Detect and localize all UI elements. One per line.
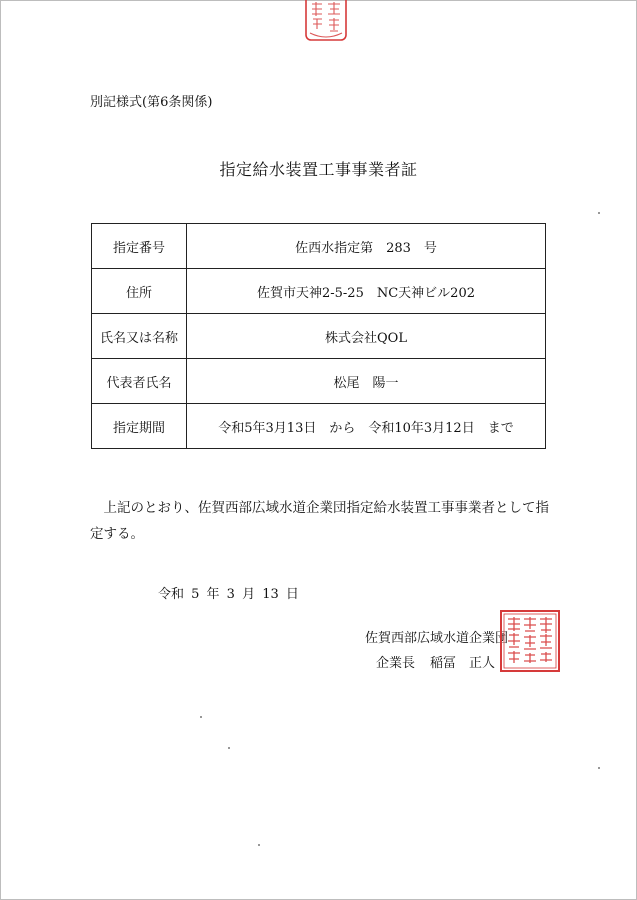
row-value: 株式会社QOL: [187, 314, 546, 359]
issuer-position: 企業長: [376, 656, 416, 671]
form-label: 別記様式(第6条関係): [90, 95, 213, 110]
row-label: 住所: [92, 269, 187, 314]
scan-speck: [200, 716, 202, 718]
table-row: [92, 404, 546, 449]
table-row: [92, 224, 546, 269]
row-value: 佐賀市天神2-5-25 NC天神ビル202: [187, 269, 546, 314]
row-label: 氏名又は名称: [92, 314, 187, 359]
row-label: 指定番号: [92, 224, 187, 269]
issue-date: 令和 5 年 3 月 13 日: [158, 587, 299, 602]
scan-speck: [228, 747, 230, 749]
table-row: [92, 314, 546, 359]
scan-speck: [598, 767, 600, 769]
top-seal-stamp: [302, 0, 350, 44]
scan-speck: [258, 844, 260, 846]
certification-statement: 上記のとおり、佐賀西部広域水道企業団指定給水装置工事事業者として指定する。: [90, 500, 549, 542]
row-value: 松尾 陽一: [187, 359, 546, 404]
table-row: [92, 269, 546, 314]
certificate-table: [91, 223, 546, 449]
row-label: 指定期間: [92, 404, 187, 449]
issuer-organization: 佐賀西部広域水道企業団: [365, 631, 509, 646]
scan-speck: [598, 212, 600, 214]
row-label: 代表者氏名: [92, 359, 187, 404]
table-row: [92, 359, 546, 404]
row-value: 佐西水指定第 283 号: [187, 224, 546, 269]
row-value: 令和5年3月13日 から 令和10年3月12日 まで: [187, 404, 546, 449]
issuer-name: 稲冨 正人: [430, 656, 496, 671]
issuer-seal-stamp: [499, 609, 561, 673]
document-title: 指定給水装置工事事業者証: [219, 160, 418, 179]
